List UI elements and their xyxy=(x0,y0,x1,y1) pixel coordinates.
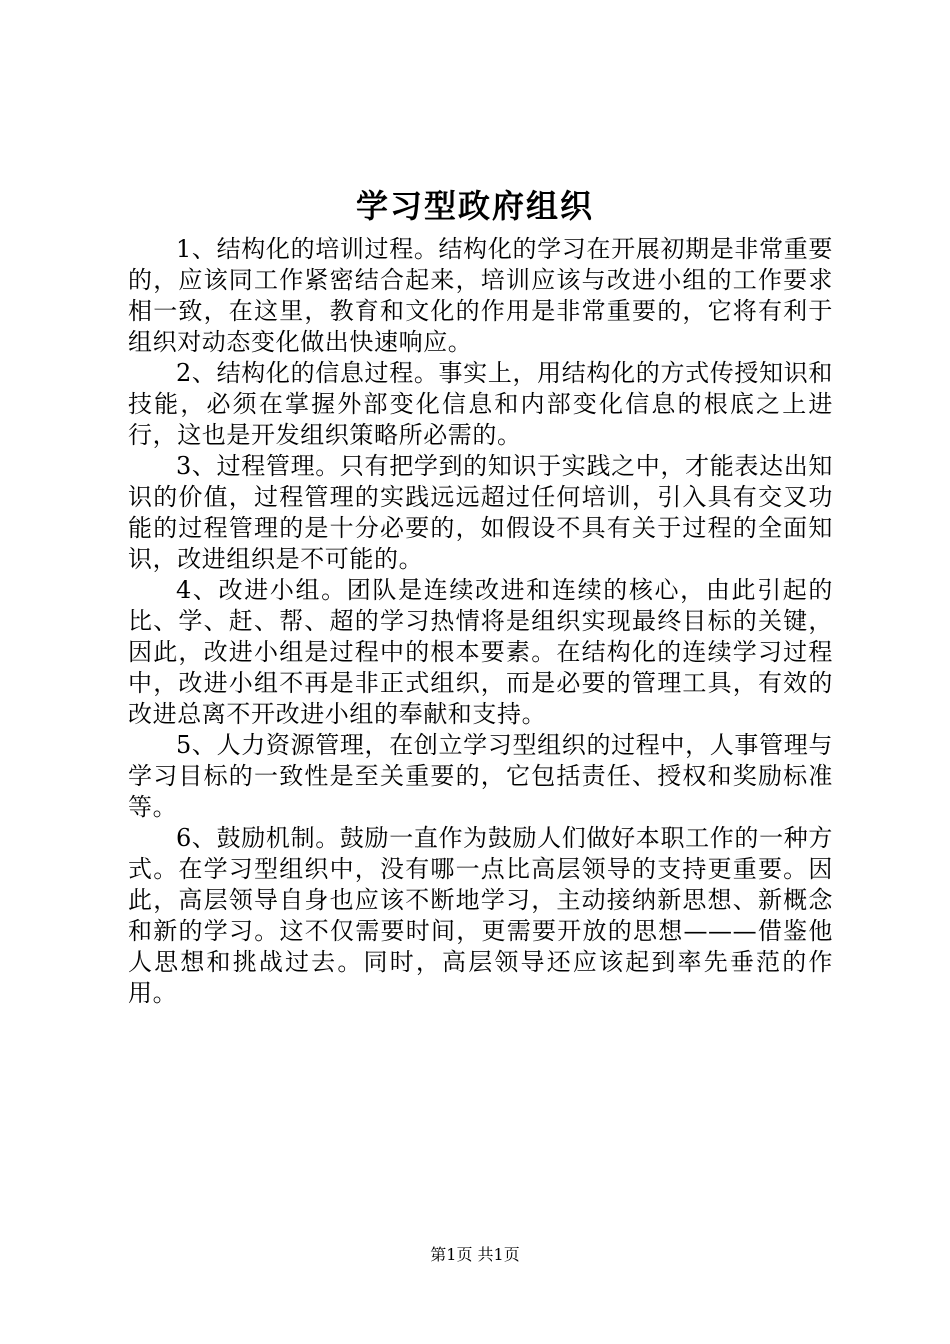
paragraph-2: 2、结构化的信息过程。事实上，用结构化的方式传授知识和技能，必须在掌握外部变化信息和内部变化信息的根底之上进行，这也是开发组织策略所必需的。 xyxy=(128,359,833,449)
document-body xyxy=(128,234,833,1009)
paragraph-5: 5、人力资源管理，在创立学习型组织的过程中，人事管理与学习目标的一致性是至关重要的，它包括责任、授权和奖励标准等。 xyxy=(128,731,833,821)
document-title: 学习型政府组织 xyxy=(355,187,594,225)
paragraph-6: 6、鼓励机制。鼓励一直作为鼓励人们做好本职工作的一种方式。在学习型组织中，没有哪一点比高层领导的支持更重要。因此，高层领导自身也应该不断地学习，主动接纳新思想、新概念和新的学习。这不仅需要时间，更需要开放的思想———借鉴他人思想和挑战过去。同时，高层领导还应该起到率先垂范的作用。 xyxy=(128,824,833,1007)
paragraph-4: 4、改进小组。团队是连续改进和连续的核心，由此引起的比、学、赶、帮、超的学习热情将是组织实现最终目标的关键，因此，改进小组是过程中的根本要素。在结构化的连续学习过程中，改进小组不再是非正式组织，而是必要的管理工具，有效的改进总离不开改进小组的奉献和支持。 xyxy=(128,576,833,728)
page-number-footer: 第1页 共1页 xyxy=(430,1245,520,1264)
paragraph-3: 3、过程管理。只有把学到的知识于实践之中，才能表达出知识的价值，过程管理的实践远远超过任何培训，引入具有交叉功能的过程管理的是十分必要的，如假设不具有关于过程的全面知识，改进组织是不可能的。 xyxy=(128,452,833,573)
paragraph-1: 1、结构化的培训过程。结构化的学习在开展初期是非常重要的，应该同工作紧密结合起来，培训应该与改进小组的工作要求相一致，在这里，教育和文化的作用是非常重要的，它将有利于组织对动态变化做出快速响应。 xyxy=(128,235,833,356)
